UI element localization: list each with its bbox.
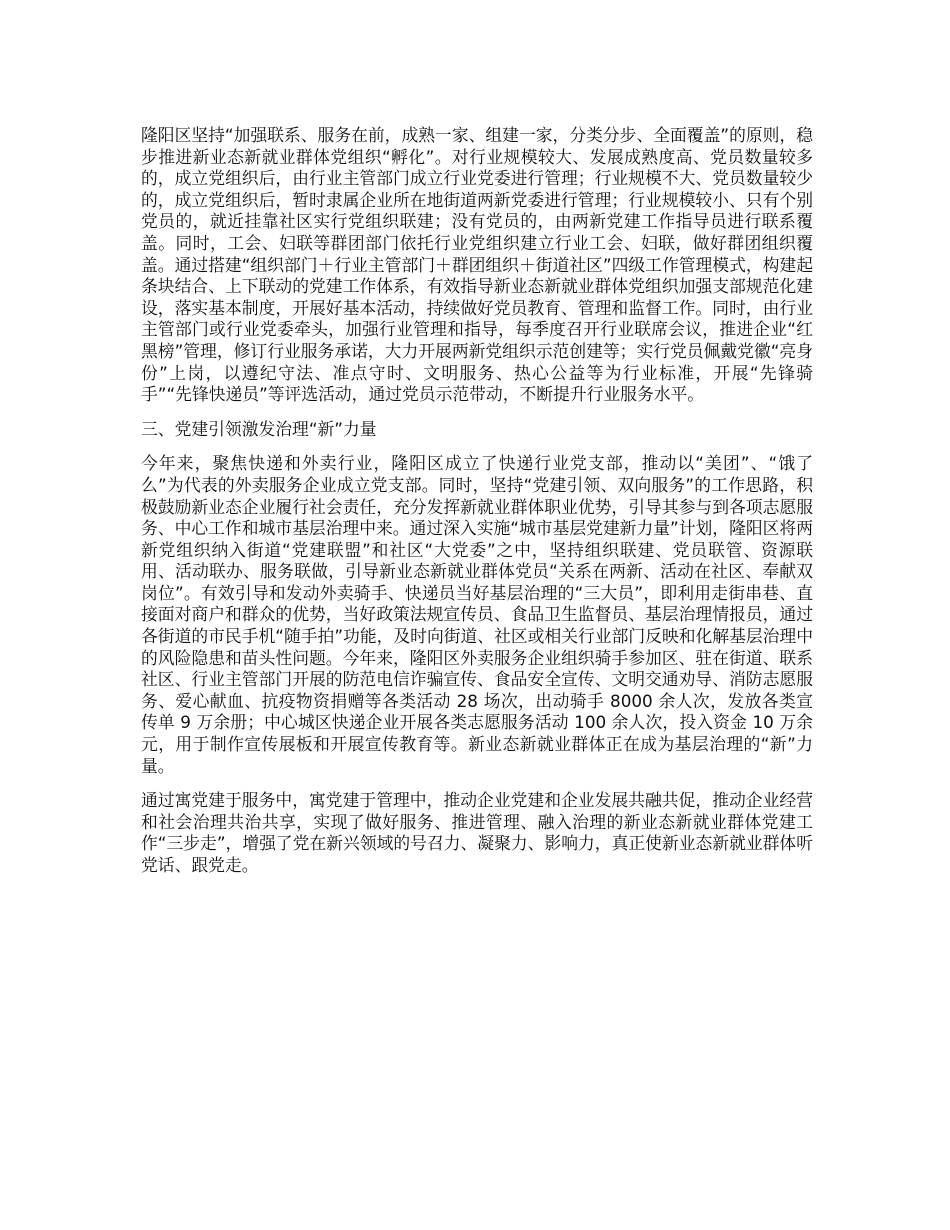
paragraph-conclusion: 通过寓党建于服务中，寓党建于管理中，推动企业党建和企业发展共融共促，推动企业经营和社会治理共治共享，实现了做好服务、推进管理、融入治理的新业态新就业群体党建工作“三步走”，增强了党在新兴领域的号召力、凝聚力、影响力，真正使新业态新就业群体听党话、跟党走。 (141, 790, 813, 875)
paragraph-organization-incubation: 隆阳区坚持“加强联系、服务在前，成熟一家、组建一家，分类分步、全面覆盖”的原则，稳步推进新业态新就业群体党组织“孵化”。对行业规模较大、发展成熟度高、党员数量较多的，成立党组织后，由行业主管部门成立行业党委进行管理；行业规模不大、党员数量较少的，成立党组织后，暂时隶属企业所在地街道两新党委进行管理；行业规模较小、只有个别党员的，就近挂靠社区实行党组织联建；没有党员的，由两新党建工作指导员进行联系覆盖。同时，工会、妇联等群团部门依托行业党组织建立行业工会、妇联，做好群团组织覆盖。通过搭建“组织部门＋行业主管部门＋群团组织＋街道社区”四级工作管理模式，构建起条块结合、上下联动的党建工作体系，有效指导新业态新就业群体党组织加强支部规范化建设，落实基本制度，开展好基本活动，持续做好党员教育、管理和监督工作。同时，由行业主管部门或行业党委牵头，加强行业管理和指导，每季度召开行业联席会议，推进企业“红黑榜”管理，修订行业服务承诺，大力开展两新党组织示范创建等；实行党员佩戴党徽“亮身份”上岗，以遵纪守法、准点守时、文明服务、热心公益等为行业标准，开展“先锋骑手”“先锋快递员”等评选活动，通过党员示范带动，不断提升行业服务水平。 (141, 125, 813, 405)
document-page (141, 125, 813, 890)
paragraph-governance-force: 今年来，聚焦快递和外卖行业，隆阳区成立了快递行业党支部，推动以“美团”、“饿了么”为代表的外卖服务企业成立党支部。同时，坚持“党建引领、双向服务”的工作思路，积极鼓励新业态企业履行社会责任，充分发挥新就业群体职业优势，引导其参与到各项志愿服务、中心工作和城市基层治理中来。通过深入实施“城市基层党建新力量”计划，隆阳区将两新党组织纳入街道“党建联盟”和社区“大党委”之中，坚持组织联建、党员联管、资源联用、活动联办、服务联做，引导新业态新就业群体党员“关系在两新、活动在社区、奉献双岗位”。有效引导和发动外卖骑手、快递员当好基层治理的“三大员”，即利用走街串巷、直接面对商户和群众的优势，当好政策法规宣传员、食品卫生监督员、基层治理情报员，通过各街道的市民手机“随手拍”功能，及时向街道、社区或相关行业部门反映和化解基层治理中的风险隐患和苗头性问题。今年来，隆阳区外卖服务企业组织骑手参加区、驻在街道、联系社区、行业主管部门开展的防范电信诈骗宣传、食品安全宣传、文明交通劝导、消防志愿服务、爱心献血、抗疫物资捐赠等各类活动 28 场次，出动骑手 8000 余人次，发放各类宣传单 9 万余册；中心城区快递企业开展各类志愿服务活动 100 余人次，投入资金 10 万余元，用于制作宣传展板和开展宣传教育等。新业态新就业群体正在成为基层治理的“新”力量。 (141, 453, 813, 776)
section-heading-3: 三、党建引领激发治理“新”力量 (141, 418, 377, 439)
